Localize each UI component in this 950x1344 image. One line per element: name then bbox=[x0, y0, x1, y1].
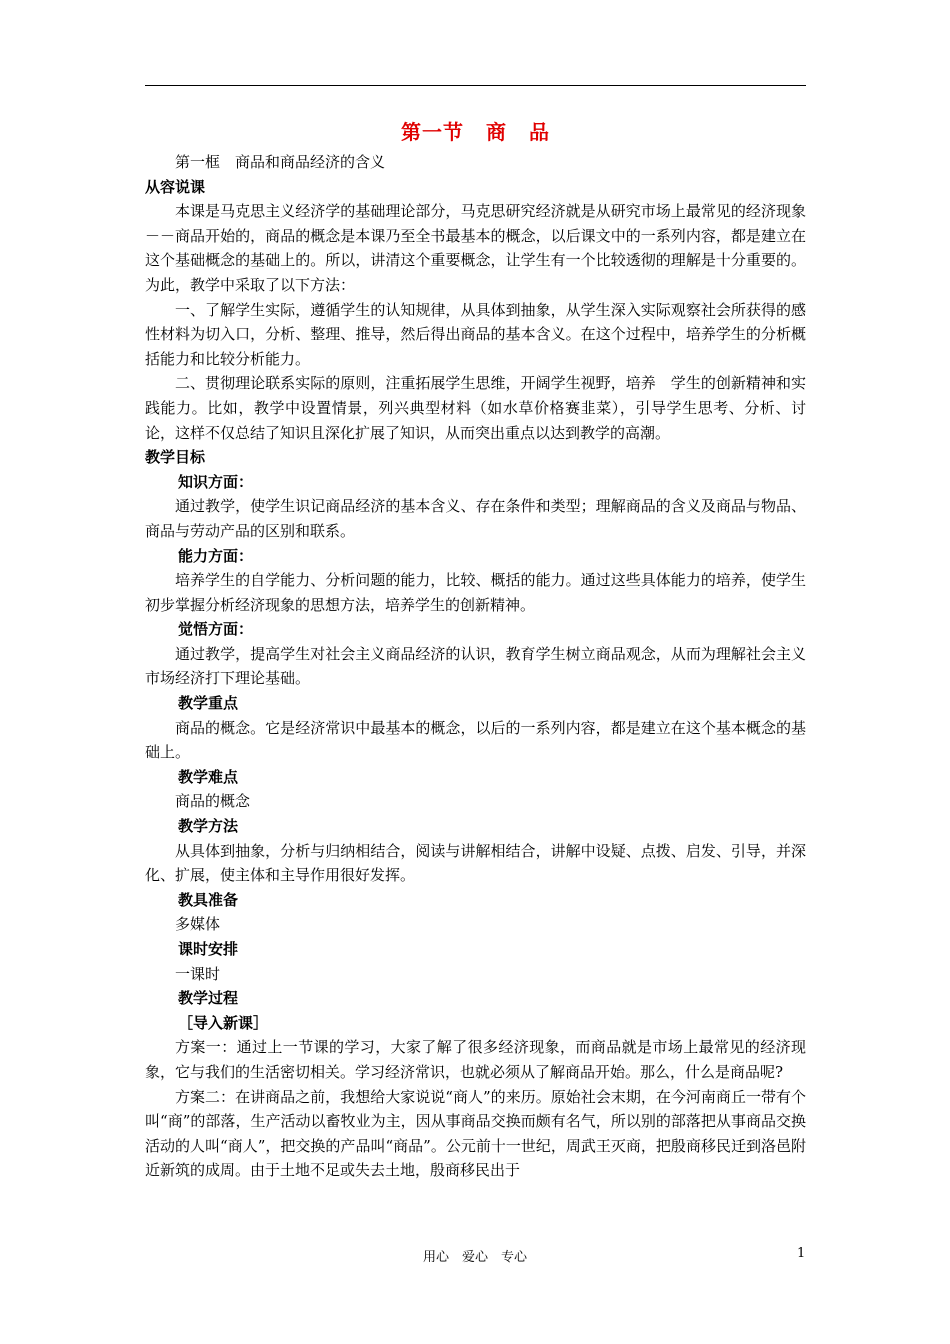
heading-zhongdian: 教学重点 bbox=[178, 694, 239, 713]
paragraph-anpai: 一课时 bbox=[175, 964, 221, 983]
heading-zhishi: 知识方面： bbox=[178, 472, 254, 491]
heading-daoru: ［导入新课］ bbox=[178, 1013, 269, 1032]
header-rule bbox=[145, 85, 806, 86]
paragraph-1: 本课是马克思主义经济学的基础理论部分，马克思研究经济就是从研究市场上最常见的经济现象－－商品开始的，商品的概念是本课乃至全书最基本的概念，以后课文中的一系列内容，都是建立在这个基础概念的基础上的。所以，讲清这个重要概念，让学生有一个比较透彻的理解是十分重要的。为此，教学中采取了以下方法： bbox=[145, 202, 806, 294]
section-title bbox=[145, 118, 806, 150]
heading-nandian: 教学难点 bbox=[178, 767, 239, 786]
heading-fangfa: 教学方法 bbox=[178, 817, 239, 836]
heading-guocheng: 教学过程 bbox=[178, 989, 239, 1008]
footer-motto: 用心 爱心 专心 bbox=[422, 1250, 527, 1265]
heading-zhunbei: 教具准备 bbox=[178, 890, 239, 909]
paragraph-3: 二、贯彻理论联系实际的原则，注重拓展学生思维，开阔学生视野，培养 学生的创新精神和实践能力。比如，教学中设置情景，列兴典型材料（如水草价格赛韭菜），引导学生思考、分析、讨论，这样不仅总结了知识且深化扩展了知识，从而突出重点以达到教学的高潮。 bbox=[145, 374, 806, 442]
document-body bbox=[145, 118, 806, 1183]
title-part-3: 品 bbox=[529, 120, 550, 144]
paragraph-fangan-2: 方案二：在讲商品之前，我想给大家说说“商人”的来历。原始社会末期，在今河南商丘一带有个叫“商”的部落，生产活动以畜牧业为主，因从事商品交换而颇有名气，所以别的部落把从事商品交换活动的人叫“商人”，把交换的产品叫“商品”。公元前十一世纪，周武王灭商，把殷商移民迁到洛邑附近新筑的成周。由于土地不足或失去土地，殷商移民出于 bbox=[145, 1087, 806, 1180]
heading-juewu: 觉悟方面： bbox=[178, 620, 254, 639]
paragraph-2: 一、了解学生实际，遵循学生的认知规律，从具体到抽象，从学生深入实际观察社会所获得的感性材料为切入口，分析、整理、推导，然后得出商品的基本含义。在这个过程中，培养学生的分析概括能力和比较分析能力。 bbox=[145, 300, 806, 368]
paragraph-juewu: 通过教学，提高学生对社会主义商品经济的认识，教育学生树立商品观念，从而为理解社会主义市场经济打下理论基础。 bbox=[145, 644, 806, 688]
paragraph-fangan-1: 方案一：通过上一节课的学习，大家了解了很多经济现象，而商品就是市场上最常见的经济现象，它与我们的生活密切相关。学习经济常识，也就必须从了解商品开始。那么，什么是商品呢? bbox=[145, 1038, 806, 1081]
subtitle: 第一框 商品和商品经济的含义 bbox=[175, 153, 386, 171]
heading-nengli: 能力方面： bbox=[178, 546, 254, 565]
page-number: 1 bbox=[797, 1246, 806, 1261]
paragraph-nandian: 商品的概念 bbox=[175, 792, 251, 811]
heading-congrong: 从容说课 bbox=[145, 177, 206, 196]
heading-anpai: 课时安排 bbox=[178, 940, 239, 958]
paragraph-nengli: 培养学生的自学能力、分析问题的能力，比较、概括的能力。通过这些具体能力的培养，使学生初步掌握分析经济现象的思想方法，培养学生的创新精神。 bbox=[145, 571, 806, 614]
heading-mubiao: 教学目标 bbox=[145, 448, 206, 467]
paragraph-zhongdian: 商品的概念。它是经济常识中最基本的概念，以后的一系列内容，都是建立在这个基本概念的基础上。 bbox=[145, 718, 806, 762]
title-part-2: 商 bbox=[486, 120, 507, 144]
title-part-1: 第一节 bbox=[401, 120, 464, 144]
paragraph-zhishi: 通过教学，使学生识记商品经济的基本含义、存在条件和类型；理解商品的含义及商品与物品、商品与劳动产品的区别和联系。 bbox=[145, 497, 806, 540]
paragraph-fangfa: 从具体到抽象，分析与归纳相结合，阅读与讲解相结合，讲解中设疑、点拨、启发、引导，并深化、扩展，使主体和主导作用很好发挥。 bbox=[145, 841, 806, 885]
paragraph-zhunbei: 多媒体 bbox=[175, 915, 221, 934]
